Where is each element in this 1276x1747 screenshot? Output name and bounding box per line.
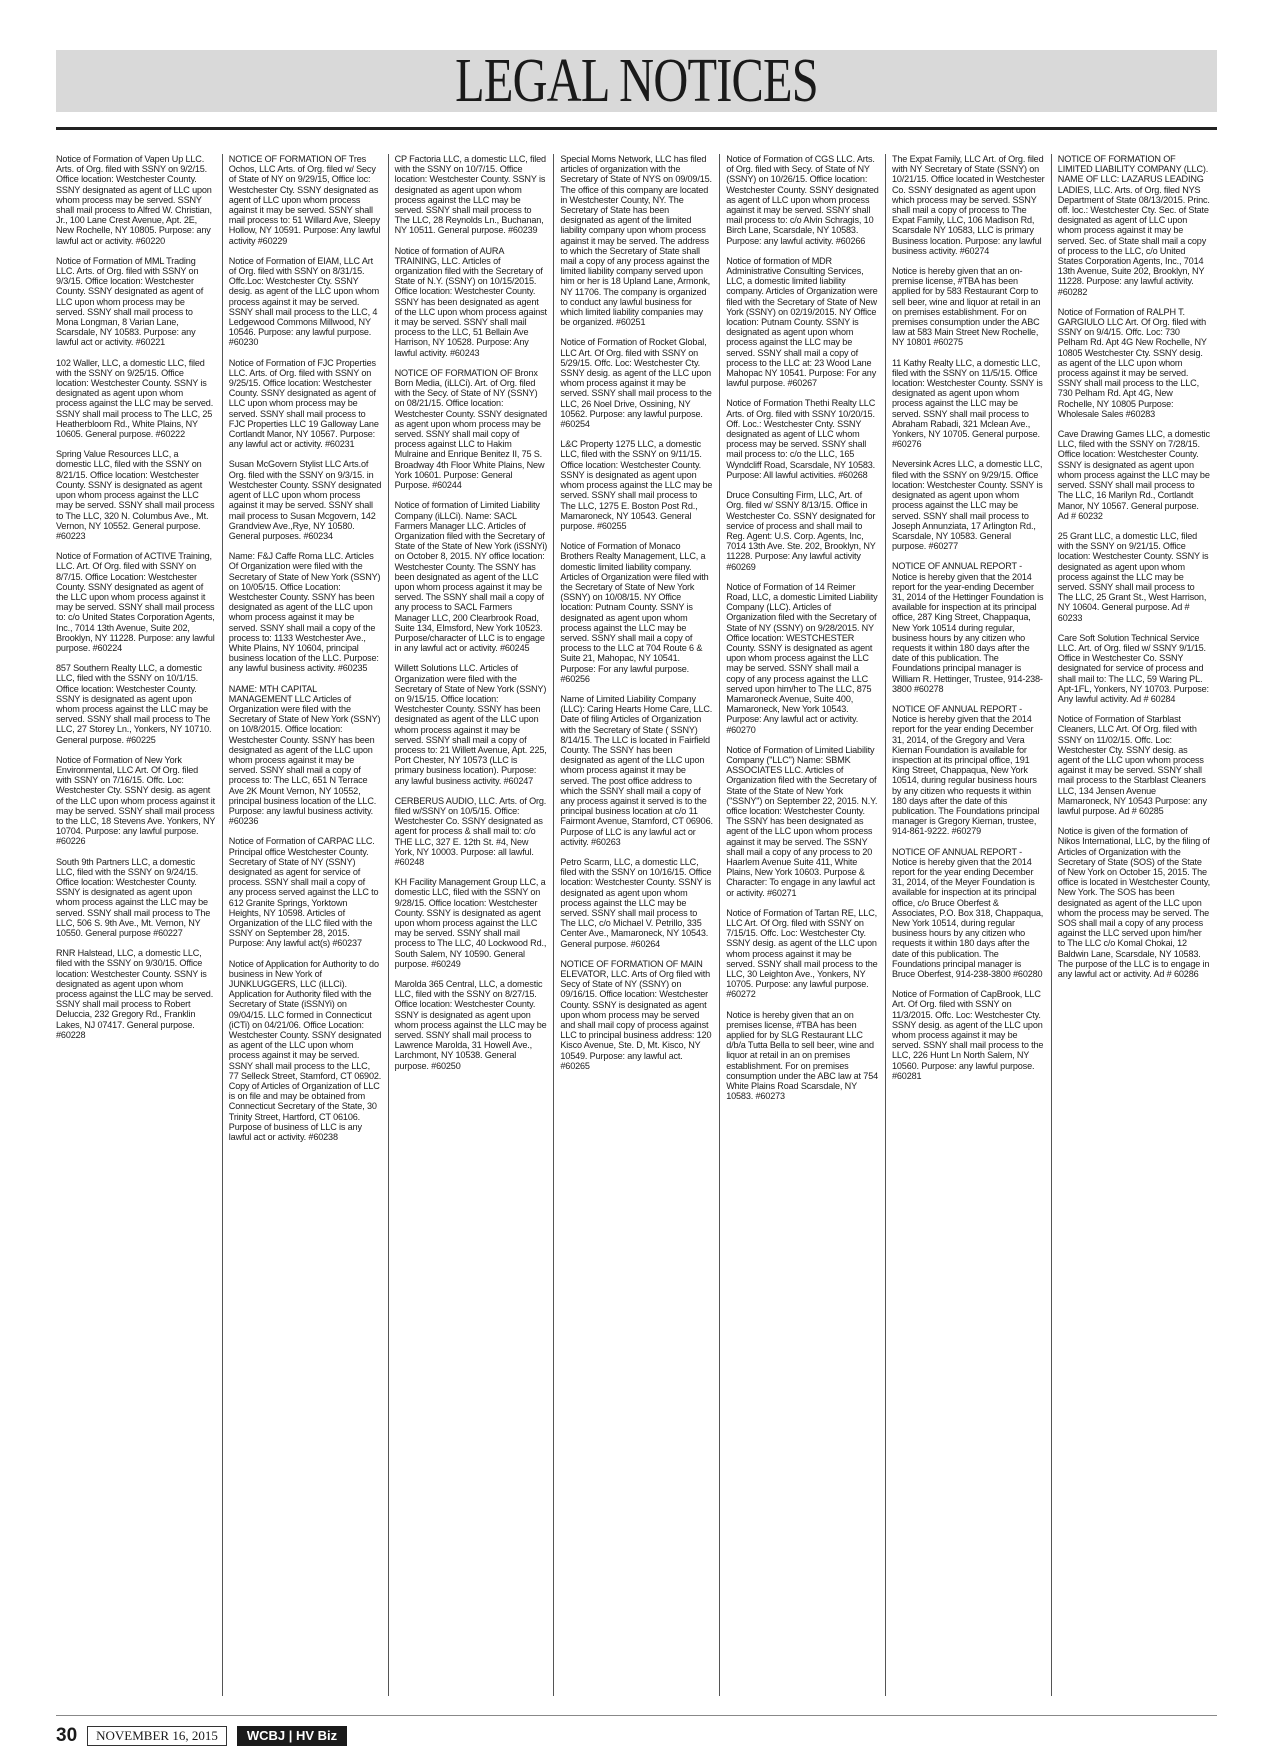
- legal-notice: 25 Grant LLC, a domestic LLC, filed with the SSNY on 9/21/15. Office location: Westchester County. SSNY is designated as agent upon whom process against the LLC may be served. SSNY shall mail process to The LLC, 25 Grant St., West Harrison, NY 10604. General purpose. Ad # 60233: [1057, 530, 1209, 623]
- legal-notice: Notice of Formation of Vapen Up LLC. Arts. of Org. filed with SSNY on 9/2/15. Office location: Westchester County. SSNY designated as agent of LLC upon whom process may be served. SSNY shall mail process to Alfred W. Christian, Jr., 100 Lane Crest Avenue, Apt. 2E, New Rochelle, NY 10805. Purpose: any lawful act or activity. #60220: [56, 154, 212, 246]
- legal-notice: CERBERUS AUDIO, LLC. Arts. of Org. filed w/SSNY on 10/5/15. Office: Westchester Co. SSNY designated as agent for process & shall mail to: c/o THE LLC, 327 E. 12th St. #4, New York, NY 10003. Purpose: all lawful. #60248: [394, 795, 547, 867]
- legal-notice: Notice of Application for Authority to do business in New York of JUNKLUGGERS, LLC (iLLCi). Application for Authority filed with the Secretary of State (iSSNYi) on 09/04/15. LLC formed in Connecticut (iCTi) on 04/21/06. Office Location: Westchester County. SSNY designated as agent of the LLC upon whom process against it may be served. SSNY shall mail process to the LLC, 77 Selleck Street, Stamford, CT 06902. Copy of Articles of Organization of LLC is on file and may be obtained from Connecticut Secretary of the State, 30 Trinity Street, Hartford, CT 06106. Purpose of business of LLC is any lawful act or activity. #60238: [228, 958, 382, 1143]
- legal-notice: Willett Solutions LLC. Articles of Organization were filed with the Secretary of State of New York (SSNY) on 9/15/15. Office location: Westchester County. SSNY has been designated as agent of the LLC upon whom process against it may be served. SSNY shall mail a copy of process to: 21 Willett Avenue, Apt. 225, Port Chester, NY 10573 (LLC is primary business location). Purpose: any lawful business activity. #60247: [394, 663, 547, 786]
- legal-notice: Notice of Formation of FJC Properties LLC. Arts. of Org. filed with SSNY on 9/25/15. Office location: Westchester County. SSNY designated as agent of LLC upon whom process may be served. SSNY shall mail process to FJC Properties LLC 19 Galloway Lane Cortlandt Manor, NY 10567. Purpose: any lawful act or activity. #60231: [228, 357, 379, 450]
- legal-notice: Notice of Formation of New York Environmental, LLC Art. Of Org. filed with SSNY on 7/16/15. Offc. Loc: Westchester Cty. SSNY desig. as agent of the LLC upon whom process against it may be served. SSNY shall mail process to the LLC, 18 Stevens Ave. Yonkers, NY 10704. Purpose: any lawful purpose. #60226: [56, 754, 216, 847]
- legal-notice: Notice of Formation Thethi Realty LLC Arts. of Org. filed with SSNY 10/20/15. Off. Loc.: Westchester Cnty. SSNY designated as agent of LLC whom process may be served. SSNY shall mail process to: c/o the LLC, 165 Wyndcliff Road, Scarsdale, NY 10583. Purpose: All lawful activities. #60268: [726, 398, 876, 480]
- legal-notice: CP Factoria LLC, a domestic LLC, filed with the SSNY on 10/7/15. Office location: Westchester County. SSNY is designated as agent upon whom process against the LLC may be served. SSNY shall mail process to The LLC, 28 Reynolds Ln., Buchanan, NY 10511. General purpose. #60239: [394, 154, 546, 236]
- legal-notice: Notice of Formation of Tartan RE, LLC, LLC Art. Of Org. filed with SSNY on 7/15/15. Offc. Loc: Westchester Cty. SSNY desig. as agent of the LLC upon whom process against it may be served. SSNY shall mail process to the LLC, 30 Leighton Ave., Yonkers, NY 10705. Purpose: any lawful purpose. #60272: [726, 907, 878, 1000]
- legal-notice: Notice of Formation of Monaco Brothers Realty Management, LLC, a domestic limited liability company. Articles of Organization were filed with the Secretary of State of New York (SSNY) on 10/08/15. NY Office location: Putnam County. SSNY is designated as agent upon whom process against the LLC may be served. SSNY shall mail a copy of process to the LLC at 704 Route 6 & Suite 21, Mahopac, NY 10541. Purpose: For any lawful purpose. #60256: [560, 541, 709, 684]
- legal-notice: Notice is hereby given that an on premises license, #TBA has been applied for by SLG Restaurant LLC d/b/a Tutta Bella to sell beer, wine and liquor at retail in an on premises establishment. For on premises consumption under the ABC law at 754 White Plains Road Scarsdale, NY 10583. #60273: [726, 1009, 879, 1102]
- legal-notice: Notice of Formation of MML Trading LLC. Arts. of Org. filed with SSNY on 9/3/15. Office location: Westchester County. SSNY designated as agent of LLC upon whom process may be served. SSNY shall mail process to Mona Longman, 8 Varian Lane, Scarsdale, NY 10583. Purpose: any lawful act or activity. #60221: [56, 255, 204, 348]
- legal-notice: Notice of Formation of CARPAC LLC. Principal office Westchester County. Secretary of State of NY (SSNY) designated as agent for service of process. SSNY shall mail a copy of any process served against the LLC to 612 Granite Springs, Yorktown Heights, NY 10598. Articles of Organization of the LLC filed with the SSNY on September 28, 2015. Purpose: Any lawful act(s) #60237: [228, 836, 379, 949]
- legal-notice: Notice of formation of AURA TRAINING, LLC. Articles of organization filed with the Secretary of State of N.Y. (SSNY) on 10/15/2015. Office location: Westchester County. SSNY has been designated as agent of the LLC upon whom process against it may be served. SSNY shall mail process to the LLC, 51 Bellain Ave Harrison, NY 10528. Purpose: Any lawful activity. #60243: [394, 245, 547, 358]
- legal-notice: Spring Value Resources LLC, a domestic LLC, filed with the SSNY on 8/21/15. Office location: Westchester County. SSNY is designated as agent upon whom process against the LLC may be served. SSNY shall mail process to The LLC, 320 N. Columbus Ave., Mt. Vernon, NY 10552. General purpose. #60223: [56, 449, 215, 541]
- legal-notice: Notice of Formation of Starblast Cleaners, LLC Art. Of Org. filed with SSNY on 11/02/15. Offc. Loc: Westchester Cty. SSNY desig. as agent of the LLC upon whom process against it may be served. SSNY shall mail process to the Starblast Cleaners LLC, 134 Jensen Avenue Mamaroneck, NY 10543 Purpose: any lawful purpose. Ad # 60285: [1057, 714, 1207, 816]
- legal-notice: NOTICE OF FORMATION OF Bronx Born Media, (iLLCi). Art. of Org. filed with the Secy. of State of NY (SSNY) on 08/21/15. Office location: Westchester County. SSNY designated as agent upon whom process may be served. SSNY shall mail copy of process against LLC to Hakim Mulraine and Enrique Benitez II, 75 S. Broadway 4th Floor White Plains, New York 10601. Purpose: General Purpose. #60244: [394, 367, 548, 491]
- legal-notice: NOTICE OF ANNUAL REPORT - Notice is hereby given that the 2014 report for the year ending December 31, 2014, of the Gregory and Vera Kiernan Foundation is available for inspection at its principal office, 191 King Street, Chappaqua, New York 10514, during regular business hours by any citizen who requests it within 180 days after the date of this publication. The Foundations principal manager is Gregory Kiernan, trustee, 914-861-9222. #60279: [891, 703, 1040, 837]
- legal-notice: Notice of Formation of Limited Liability Company ("LLC") Name: SBMK ASSOCIATES LLC. Articles of Organization filed with the Secretary of State of the State of New York ("SSNY") on September 22, 2015. N.Y. office location: Westchester County. The SSNY has been designated as agent of the LLC upon whom process against it may be served. The SSNY shall mail a copy of any process to 20 Haarlem Avenue Suite 411, White Plains, New York 10603. Purpose & Character: To engage in any lawful act or activity. #60271: [726, 744, 878, 898]
- legal-notice: Druce Consulting Firm, LLC, Art. of Org. filed w/ SSNY 8/13/15. Office in Westchester Co. SSNY designated for service of process and shall mail to Reg. Agent: U.S. Corp. Agents, Inc, 7014 13th Ave. Ste. 202, Brooklyn, NY 11228. Purpose: Any lawful activity #60269: [726, 490, 876, 572]
- page-number: 30: [56, 1725, 78, 1746]
- legal-notice: Notice of Formation of EIAM, LLC Art of Org. filed with SSNY on 8/31/15. Offc.Loc: Westchester Cty. SSNY desig. as agent of the LLC upon whom process against it may be served. SSNY shall mail process to the LLC, 4 Ledgewood Commons Millwood, NY 10546. Purpose: any lawful purpose. #60230: [228, 255, 380, 348]
- legal-notice: 857 Southern Realty LLC, a domestic LLC, filed with the SSNY on 10/1/15. Office location: Westchester County. SSNY is designated as agent upon whom process against the LLC may be served. SSNY shall mail process to The LLC, 27 Storey Ln., Yonkers, NY 10710. General purpose. #60225: [56, 663, 212, 745]
- header-band: [56, 47, 1217, 115]
- legal-notice: Notice of formation of Limited Liability Company (iLLCi). Name: SACL Farmers Manager LLC. Articles of Organization filed with the Secretary of State of the State of New York (iSSNYi) on October 8, 2015. NY office location: Westchester County. The SSNY has been designated as agent of the LLC upon whom process against it may be served. The SSNY shall mail a copy of any process to SACL Farmers Manager LLC, 200 Clearbrook Road, Suite 134, Elmsford, New York 10523. Purpose/character of LLC is to engage in any lawful act or activity. #60245: [394, 500, 548, 654]
- legal-notice: Notice of Formation of CapBrook, LLC Art. Of Org. filed with SSNY on 11/3/2015. Offc. Loc: Westchester Cty. SSNY desig. as agent of the LLC upon whom process against it may be served. SSNY shall mail process to the LLC, 226 Hunt Ln North Salem, NY 10560. Purpose: any lawful purpose. #60281: [891, 989, 1044, 1081]
- page-title: LEGAL NOTICES: [455, 47, 818, 115]
- legal-notice: KH Facility Management Group LLC, a domestic LLC, filed with the SSNY on 9/28/15. Office location: Westchester County. SSNY is designated as agent upon whom process against the LLC may be served. SSNY shall mail process to The LLC, 40 Lockwood Rd., South Salem, NY 10590. General purpose. #60249: [394, 877, 547, 969]
- legal-notice: Name: F&J Caffe Roma LLC. Articles Of Organization were filed with the Secretary of State of New York (SSNY) on 10/05/15. Office Location: Westchester County. SSNY has been designated as agent of the LLC upon whom process against it may be served. SSNY shall mail a copy of the process to: 1133 Westchester Ave., White Plains, NY 10604, principal business location of the LLC. Purpose: any lawful business activity. #60235: [228, 551, 381, 674]
- legal-notice: Notice of formation of MDR Administrative Consulting Services, LLC, a domestic limited liability company. Articles of Organization were filed with the Secretary of State of New York (SSNY) on 02/19/2015. NY Office location: Putnam County. SSNY is designated as agent upon whom process against the LLC may be served. SSNY shall mail a copy of process to the LLC at: 23 Wood Lane Mahopac NY 10541. Purpose: For any lawful purpose. #60267: [726, 255, 878, 389]
- notice-column: [719, 154, 885, 1696]
- legal-notice: Notice of Formation of 14 Reimer Road, LLC, a domestic Limited Liability Company (LLC). Articles of Organization filed with the Secretary of State of NY (SSNY) on 9/28/2015. NY Office location: WESTCHESTER County. SSNY is designated as agent upon whom process against the LLC may be served. SSNY shall mail a copy of any process against the LLC served upon him/her to The LLC, 875 Mamaroneck Avenue, Suite 400, Mamaroneck, New York 10543. Purpose: Any lawful act or activity. #60270: [726, 581, 878, 735]
- legal-notice: The Expat Family, LLC Art. of Org. filed with NY Secretary of State (SSNY) on 10/21/15. Office located in Westchester Co. SSNY designated as agent upon which process may be served. SSNY shall mail a copy of process to The Expat Family, LLC, 106 Madison Rd, Scarsdale NY 10583, LLC is primary Business location. Purpose: any lawful business activity. #60274: [891, 154, 1045, 256]
- notice-column: [553, 154, 719, 1696]
- notice-column: [388, 154, 554, 1696]
- legal-notice: NOTICE OF FORMATION OF LIMITED LIABILITY COMPANY (LLC). NAME OF LLC: LAZARUS LEADING LADIES, LLC. Arts. of Org. filed NYS Department of State 08/13/2015. Princ. off. loc.: Westchester Cty. Sec. of State designated as agent of LLC upon whom process against it may be served. Sec. of State shall mail a copy of process to the LLC, c/o United States Corporation Agents, Inc., 7014 13th Avenue, Suite 202, Brooklyn, NY 11228. Purpose: any lawful activity. #60282: [1057, 154, 1210, 297]
- issue-date: NOVEMBER 16, 2015: [87, 1726, 227, 1746]
- footer-rule: [56, 1715, 1217, 1716]
- notice-column: [1051, 154, 1217, 1696]
- legal-notice: Notice is hereby given that an on-premise license, #TBA has been applied for by 583 Restaurant Corp to sell beer, wine and liquor at retail in an on premises establishment. For on premises consumption under the ABC law at 583 Main Street New Rochelle, NY 10801 #60275: [891, 266, 1041, 348]
- legal-notice: Notice of Formation of CGS LLC. Arts. of Org. filed with Secy. of State of NY (SSNY) on 10/26/15. Office location: Westchester County. SSNY designated as agent of LLC upon whom process against it may be served. SSNY shall mail process to: c/o Alvin Schragis, 10 Birch Lane, Scarsdale, NY 10583. Purpose: any lawful activity. #60266: [726, 154, 879, 246]
- notice-column: [885, 154, 1051, 1696]
- footer: [56, 1726, 347, 1746]
- legal-notice: Susan McGovern Stylist LLC Arts.of Org. filed with the SSNY on 9/3/15. in Westchester County. SSNY designated agent of LLC upon whom process against it may be served. SSNY shall mail process to Susan Mcgovern, 142 Grandview Ave.,Rye, NY 10580. General purposes. #60234: [228, 459, 382, 541]
- legal-notice: Marolda 365 Central, LLC, a domestic LLC, filed with the SSNY on 8/27/15. Office location: Westchester County. SSNY is designated as agent upon whom process against the LLC may be served. SSNY shall mail process to Lawrence Marolda, 31 Howell Ave., Larchmont, NY 10538. General purpose. #60250: [394, 979, 547, 1071]
- legal-notice: L&C Property 1275 LLC, a domestic LLC, filed with the SSNY on 9/11/15. Office location: Westchester County. SSNY is designated as agent upon whom process against the LLC may be served. SSNY shall mail process to The LLC, 1275 E. Boston Post Rd., Mamaroneck, NY 10543. General purpose. #60255: [560, 439, 713, 531]
- legal-notice: NOTICE OF FORMATION OF Tres Ochos, LLC Arts. of Org. filed w/ Secy of State of NY on 9/29/15, Office loc: Westchester Cty. SSNY designated as agent of LLC upon whom process against it may be served. SSNY shall mail process to: 51 Willard Ave, Sleepy Hollow, NY 10591. Purpose: Any lawful activity #60229: [228, 154, 381, 246]
- legal-notice: Cave Drawing Games LLC, a domestic LLC, filed with the SSNY on 7/28/15. Office location: Westchester County. SSNY is designated as agent upon whom process against the LLC may be served. SSNY shall mail process to The LLC, 16 Marilyn Rd., Cortlandt Manor, NY 10567. General purpose. Ad # 60232: [1057, 429, 1210, 521]
- legal-notice: NOTICE OF ANNUAL REPORT - Notice is hereby given that the 2014 report for the year ending December 31, 2014, of the Meyer Foundation is available for inspection at its principal office, c/o Bruce Oberfest & Associates, P.O. Box 318, Chappaqua, New York 10514, during regular business hours by any citizen who requests it within 180 days after the date of this publication. The Foundations principal manager is Bruce Oberfest, 914-238-3800 #60280: [891, 846, 1044, 980]
- legal-notice: Notice of Formation of RALPH T. GARGIULO LLC Art. Of Org. filed with SSNY on 9/4/15. Offc. Loc: 730 Pelham Rd. Apt 4G New Rochelle, NY 10805 Westchester Cty. SSNY desig. as agent of the LLC upon whom process against it may be served. SSNY shall mail process to the LLC, 730 Pelham Rd. Apt 4G, New Rochelle, NY 10805 Purpose: Wholesale Sales #60283: [1057, 306, 1207, 419]
- legal-notice: Notice of Formation of Rocket Global, LLC Art. Of Org. filed with SSNY on 5/29/15. Offc. Loc: Westchester Cty. SSNY desig. as agent of the LLC upon whom process against it may be served. SSNY shall mail process to the LLC, 26 Noel Drive, Ossining, NY 10562. Purpose: any lawful purpose. #60254: [560, 337, 712, 430]
- legal-notice: Notice of Formation of ACTIVE Training, LLC. Art. Of Org. filed with SSNY on 8/7/15. Office Location: Westchester County. SSNY designated as agent of the LLC upon whom process against it may be served. SSNY shall mail process to: c/o United States Corporation Agents, Inc., 7014 13th Avenue, Suite 202, Brooklyn, NY 11228. Purpose: any lawful purpose. #60224: [56, 551, 215, 653]
- legal-notice: Petro Scarm, LLC, a domestic LLC, filed with the SSNY on 10/16/15. Office location: Westchester County. SSNY is designated as agent upon whom process against the LLC may be served. SSNY shall mail process to The LLC, c/o Michael V. Petrillo, 335 Center Ave., Mamaroneck, NY 10543. General purpose. #60264: [560, 857, 712, 949]
- legal-notice: NOTICE OF ANNUAL REPORT - Notice is hereby given that the 2014 report for the year-ending December 31, 2014 of the Hettinger Foundation is available for inspection at its principal office, 287 King Street, Chappaqua, New York 10514 during regular, business hours by any citizen who requests it within 180 days after the date of this publication. The Foundations principal manager is William R. Hettinger, Trustee, 914-238-3800 #60278: [891, 561, 1044, 694]
- legal-notice: 11 Kathy Realty LLC, a domestic LLC, filed with the SSNY on 11/5/15. Office location: Westchester County. SSNY is designated as agent upon whom process against the LLC may be served. SSNY shall mail process to Abraham Rabadi, 321 Mclean Ave., Yonkers, NY 10705. General purpose. #60276: [891, 357, 1043, 450]
- legal-notice: NOTICE OF FORMATION OF MAIN ELEVATOR, LLC. Arts of Org filed with Secy of State of NY (SSNY) on 09/16/15. Office location: Westchester County. SSNY is designated as agent upon whom process may be served and shall mail copy of process against LLC to principal business address: 120 Kisco Avenue, Ste. D, Mt. Kisco, NY 10549. Purpose: any lawful act. #60265: [560, 958, 712, 1071]
- legal-notice: Notice is given of the formation of Nikos International, LLC, by the filing of Articles of Organization with the Secretary of State (SOS) of the State of New York on October 15, 2015. The office is located in Westchester County, New York. The SOS has been designated as agent of the LLC upon whom the process may be served. The SOS shall mail a copy of any process against the LLC served upon him/her to The LLC c/o Komal Chokai, 12 Baldwin Lane, Scarsdale, NY 10583. The purpose of the LLC is to engage in any lawful act or activity. Ad # 60286: [1057, 826, 1210, 980]
- notice-column: [56, 154, 222, 1702]
- legal-notice: Name of Limited Liability Company (LLC): Caring Hearts Home Care, LLC. Date of filing Articles of Organization with the Secretary of State ( SSNY) 8/14/15. The LLC is located in Fairfield County. The SSNY has been designated as agent of the LLC upon whom process against it may be served. The post office address to which the SSNY shall mail a copy of any process against it served is to the principal business location at c/o 11 Fairmont Avenue, Stamford, CT 06906. Purpose of LLC is any lawful act or activity. #60263: [560, 693, 713, 847]
- notice-column: [222, 154, 388, 1696]
- legal-notice: Care Soft Solution Technical Service LLC. Art. of Org. filed w/ SSNY 9/1/15. Office in Westchester Co. SSNY designated for service of process and shall mail to: The LLC, 59 Waring PL. Apt-1FL, Yonkers, NY 10703. Purpose: Any lawful activity. Ad # 60284: [1057, 632, 1209, 704]
- notice-columns: [56, 154, 1217, 1702]
- legal-notice: NAME: MTH CAPITAL MANAGEMENT LLC Articles of Organization were filed with the Secretary of State of New York (SSNY) on 10/8/2015. Office location: Westchester County. SSNY has been designated as agent of the LLC upon whom process against it may be served. SSNY shall mail a copy of process to: The LLC, 651 N Terrace Ave 2K Mount Vernon, NY 10552, principal business location of the LLC. Purpose: any lawful business activity. #60236: [228, 683, 381, 827]
- legal-notice: RNR Halstead, LLC, a domestic LLC, filed with the SSNY on 9/30/15. Office location: Westchester County. SSNY is designated as agent upon whom process against the LLC may be served. SSNY shall mail process to Robert Deluccia, 232 Gregory Rd., Franklin Lakes, NJ 07417. General purpose. #60228: [56, 948, 214, 1040]
- publication-name: WCBJ | HV Biz: [237, 1726, 347, 1746]
- legal-notice: Special Moms Network, LLC has filed articles of organization with the Secretary of State of NYS on 09/09/15. The office of this company are located in Westchester County, NY. The Secretary of State has been designated as agent of the limited liability company upon whom process against it may be served. The address to which the Secretary of State shall mail a copy of any process against the limited liability company served upon him or her is 18 Upland Lane, Armonk, NY 11706. The company is organized to conduct any lawful business for which limited liability companies may be organized. #60251: [560, 154, 712, 328]
- legal-notice: South 9th Partners LLC, a domestic LLC, filed with the SSNY on 9/24/15. Office location: Westchester County. SSNY is designated as agent upon whom process against the LLC may be served. SSNY shall mail process to The LLC, 506 S. 9th Ave., Mt. Vernon, NY 10550. General purpose #60227: [56, 856, 211, 939]
- header-rule: [56, 127, 1217, 130]
- legal-notice: 102 Waller, LLC, a domestic LLC, filed with the SSNY on 9/25/15. Office location: Westchester County. SSNY is designated as agent upon whom process against the LLC may be served. SSNY shall mail process to The LLC, 25 Heatherbloom Rd., White Plains, NY 10605. General purpose. #60222: [56, 357, 214, 440]
- legal-notice: Neversink Acres LLC, a domestic LLC, filed with the SSNY on 9/29/15. Office location: Westchester County. SSNY is designated as agent upon whom process against the LLC may be served. SSNY shall mail process to Joseph Annunziata, 17 Arlington Rd., Scarsdale, NY 10583. General purpose. #60277: [891, 459, 1043, 552]
